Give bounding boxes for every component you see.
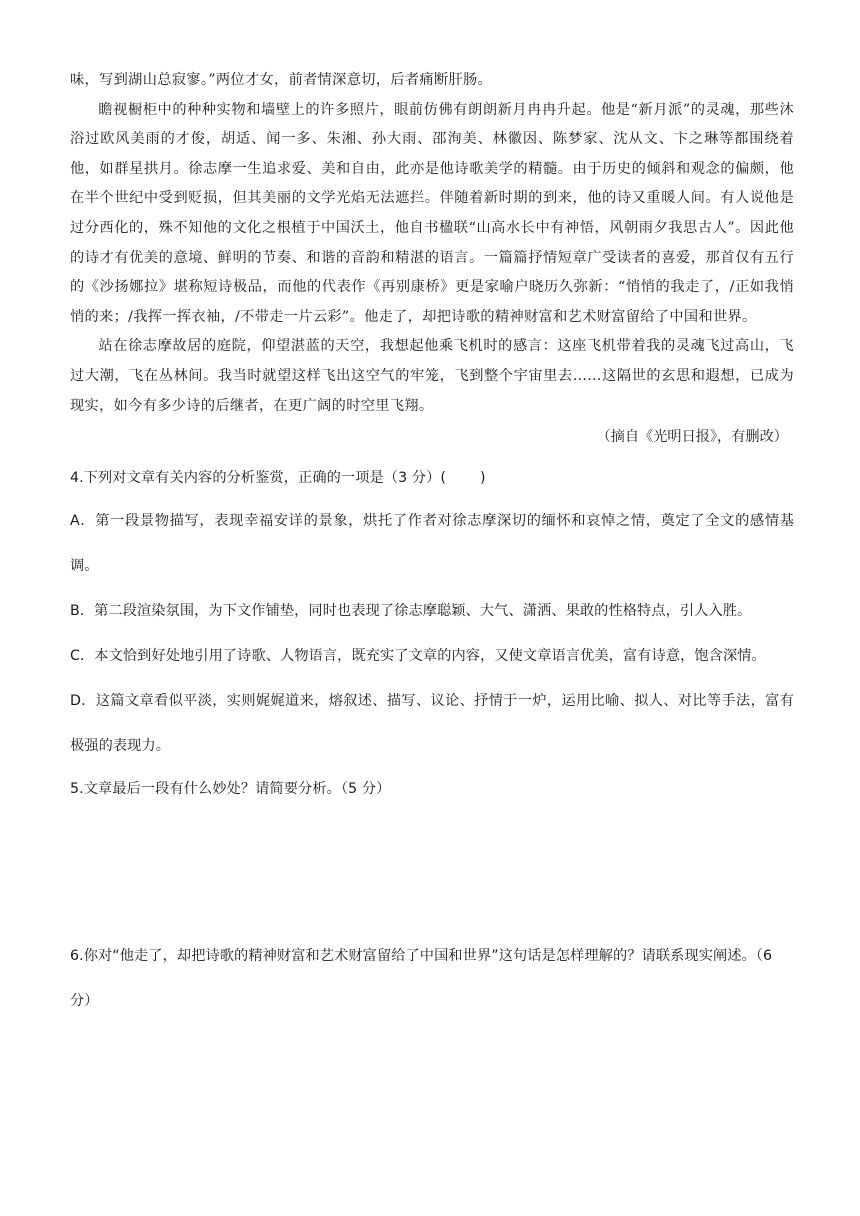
reading-passage xyxy=(70,66,794,421)
question-6: 6.你对“他走了，却把诗歌的精神财富和艺术财富留给了中国和世界”这句话是怎样理解的？请联系现实阐述。（6 分） xyxy=(70,948,773,1010)
questions-section xyxy=(70,458,794,1024)
question-4-stem: 4.下列对文章有关内容的分析鉴赏，正确的一项是（3 分）( xyxy=(70,470,447,487)
question-5: 5.文章最后一段有什么妙处？请简要分析。（5 分） xyxy=(70,781,391,798)
question-4-option-a: A．第一段景物描写，表现幸福安详的景象，烘托了作者对徐志摩深切的缅怀和哀悼之情，奠定了全文的感情基调。 xyxy=(70,513,794,575)
exam-page xyxy=(70,66,794,1024)
passage-source: （摘自《光明日报》，有删改） xyxy=(596,429,788,446)
question-4-option-d: D．这篇文章看似平淡，实则娓娓道来，熔叙述、描写、议论、抒情于一炉，运用比喻、拟人、对比等手法，富有极强的表现力。 xyxy=(70,693,794,755)
question-4-option-b: B．第二段渲染氛围，为下文作铺垫，同时也表现了徐志摩聪颖、大气、潇洒、果敢的性格特点，引人入胜。 xyxy=(70,603,752,620)
question-4-option-c: C．本文恰到好处地引用了诗歌、人物语言，既充实了文章的内容，又使文章语言优美，富有诗意，饱含深情。 xyxy=(70,648,766,665)
passage-paragraph-1: 味，写到湖山总寂寥。”两位才女，前者情深意切，后者痛断肝肠。 xyxy=(70,72,493,88)
passage-paragraph-3: 站在徐志摩故居的庭院，仰望湛蓝的天空，我想起他乘飞机时的感言：这座飞机带着我的灵魂飞过高山，飞过大潮，飞在丛林间。我当时就望这样飞出这空气的牢笼，飞到整个宇宙里去……这隔世的玄思和遐想，已成为现实，如今有多少诗的后继者，在更广阔的时空里飞翔。 xyxy=(70,338,794,414)
question-4 xyxy=(70,458,794,499)
passage-paragraph-2: 瞻视橱柜中的种种实物和墙壁上的许多照片，眼前仿佛有朗朗新月冉冉升起。他是“新月派”的灵魂，那些沐浴过欧风美雨的才俊，胡适、闻一多、朱湘、孙大雨、邵洵美、林徽因、陈梦家、沈从文、卞之琳等都围绕着他，如群星拱月。徐志摩一生追求爱、美和自由，此亦是他诗歌美学的精髓。由于历史的倾斜和观念的偏颇，他在半个世纪中受到贬损，但其美丽的文学光焰无法遮拦。伴随着新时期的到来，他的诗又重暖人间。有人说他是过分西化的，殊不知他的文化之根植于中国沃土，他自书楹联“山高水长中有神悟，风朝雨夕我思古人”。因此他的诗才有优美的意境、鲜明的节奏、和谐的音韵和精湛的语言。一篇篇抒情短章广受读者的喜爱，那首仅有五行的《沙扬娜拉》堪称短诗极品，而他的代表作《再别康桥》更是家喻户晓历久弥新：“悄悄的我走了，/正如我悄悄的来；/我挥一挥衣袖，/不带走一片云彩”。他走了，却把诗歌的精神财富和艺术财富留给了中国和世界。 xyxy=(70,101,794,325)
question-4-stem-end: ) xyxy=(480,470,486,487)
question-5-answer-space[interactable] xyxy=(70,810,794,934)
